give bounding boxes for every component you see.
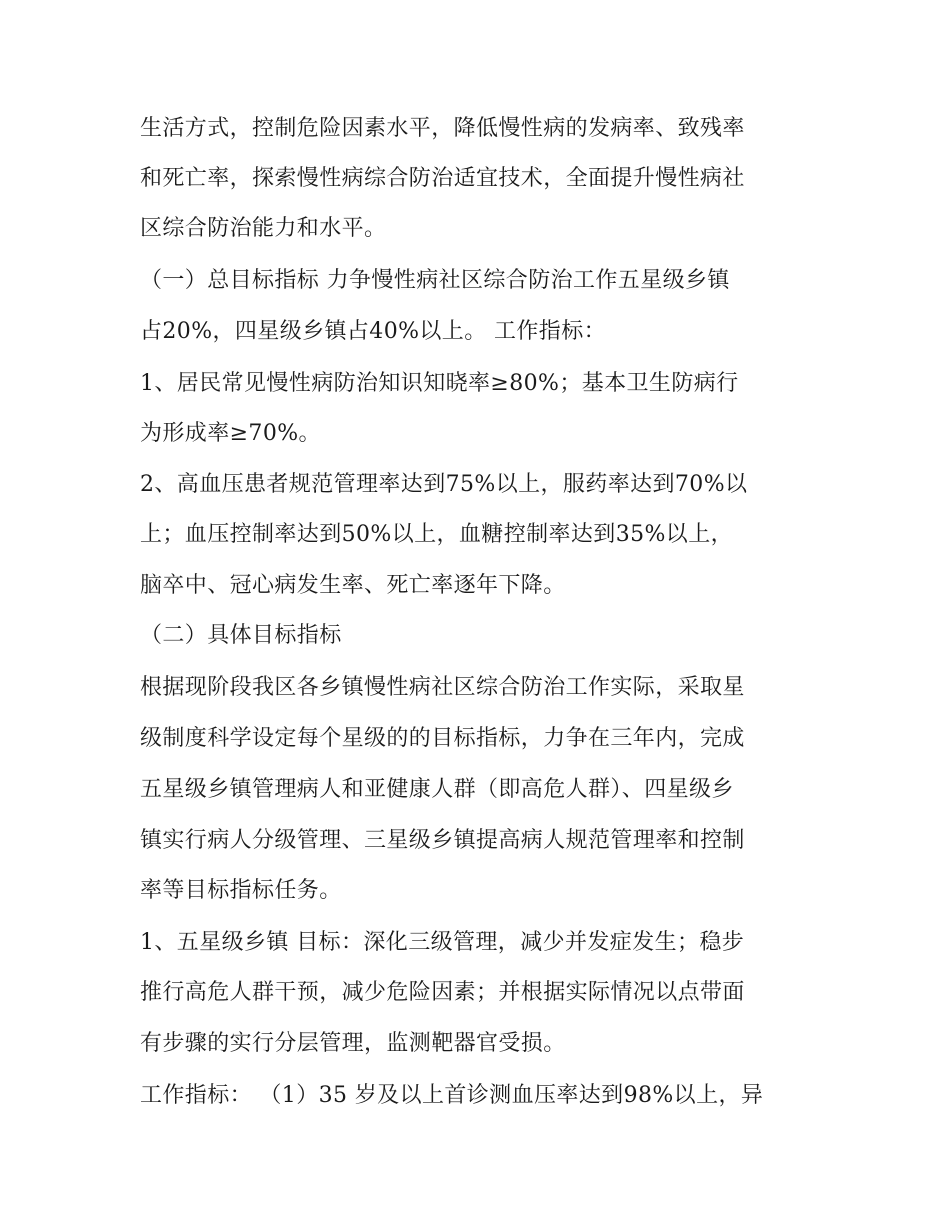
text-line: 推行高危人群干预，减少危险因素；并根据实际情况以点带面 — [140, 980, 745, 1005]
text-line: 有步骤的实行分层管理，监测靶器官受损。 — [140, 1031, 566, 1056]
text-line: 和死亡率，探索慢性病综合防治适宜技术，全面提升慢性病社 — [140, 166, 745, 191]
text-line: 生活方式，控制危险因素水平，降低慢性病的发病率、致残率 — [140, 116, 745, 141]
text-line: 级制度科学设定每个星级的的目标指标，力争在三年内，完成 — [140, 726, 745, 751]
text-line: 2、高血压患者规范管理率达到75%以上，服药率达到70%以 — [140, 472, 748, 497]
text-line: 根据现阶段我区各乡镇慢性病社区综合防治工作实际，采取星 — [140, 675, 745, 700]
text-line: 五星级乡镇管理病人和亚健康人群（即高危人群）、四星级乡 — [140, 777, 734, 802]
text-line: （一）总目标指标 力争慢性病社区综合防治工作五星级乡镇 — [140, 268, 730, 293]
text-line: 区综合防治能力和水平。 — [140, 216, 387, 241]
section-heading: （二）具体目标指标 — [140, 623, 342, 648]
text-line: 1、五星级乡镇 目标：深化三级管理，减少并发症发生；稳步 — [140, 930, 745, 955]
text-line: 脑卒中、冠心病发生率、死亡率逐年下降。 — [140, 573, 566, 598]
text-line: 占20%，四星级乡镇占40%以上。 工作指标： — [140, 319, 606, 344]
text-line: 为形成率≥70%。 — [140, 421, 321, 446]
text-line: 1、居民常见慢性病防治知识知晓率≥80%；基本卫生防病行 — [140, 371, 739, 396]
text-line: 上；血压控制率达到50%以上，血糖控制率达到35%以上， — [140, 522, 733, 547]
text-line: 镇实行病人分级管理、三星级乡镇提高病人规范管理率和控制 — [140, 828, 745, 853]
text-line: 率等目标指标任务。 — [140, 878, 342, 903]
text-line: 工作指标： （1）35 岁及以上首诊测血压率达到98%以上，异 — [140, 1083, 764, 1108]
